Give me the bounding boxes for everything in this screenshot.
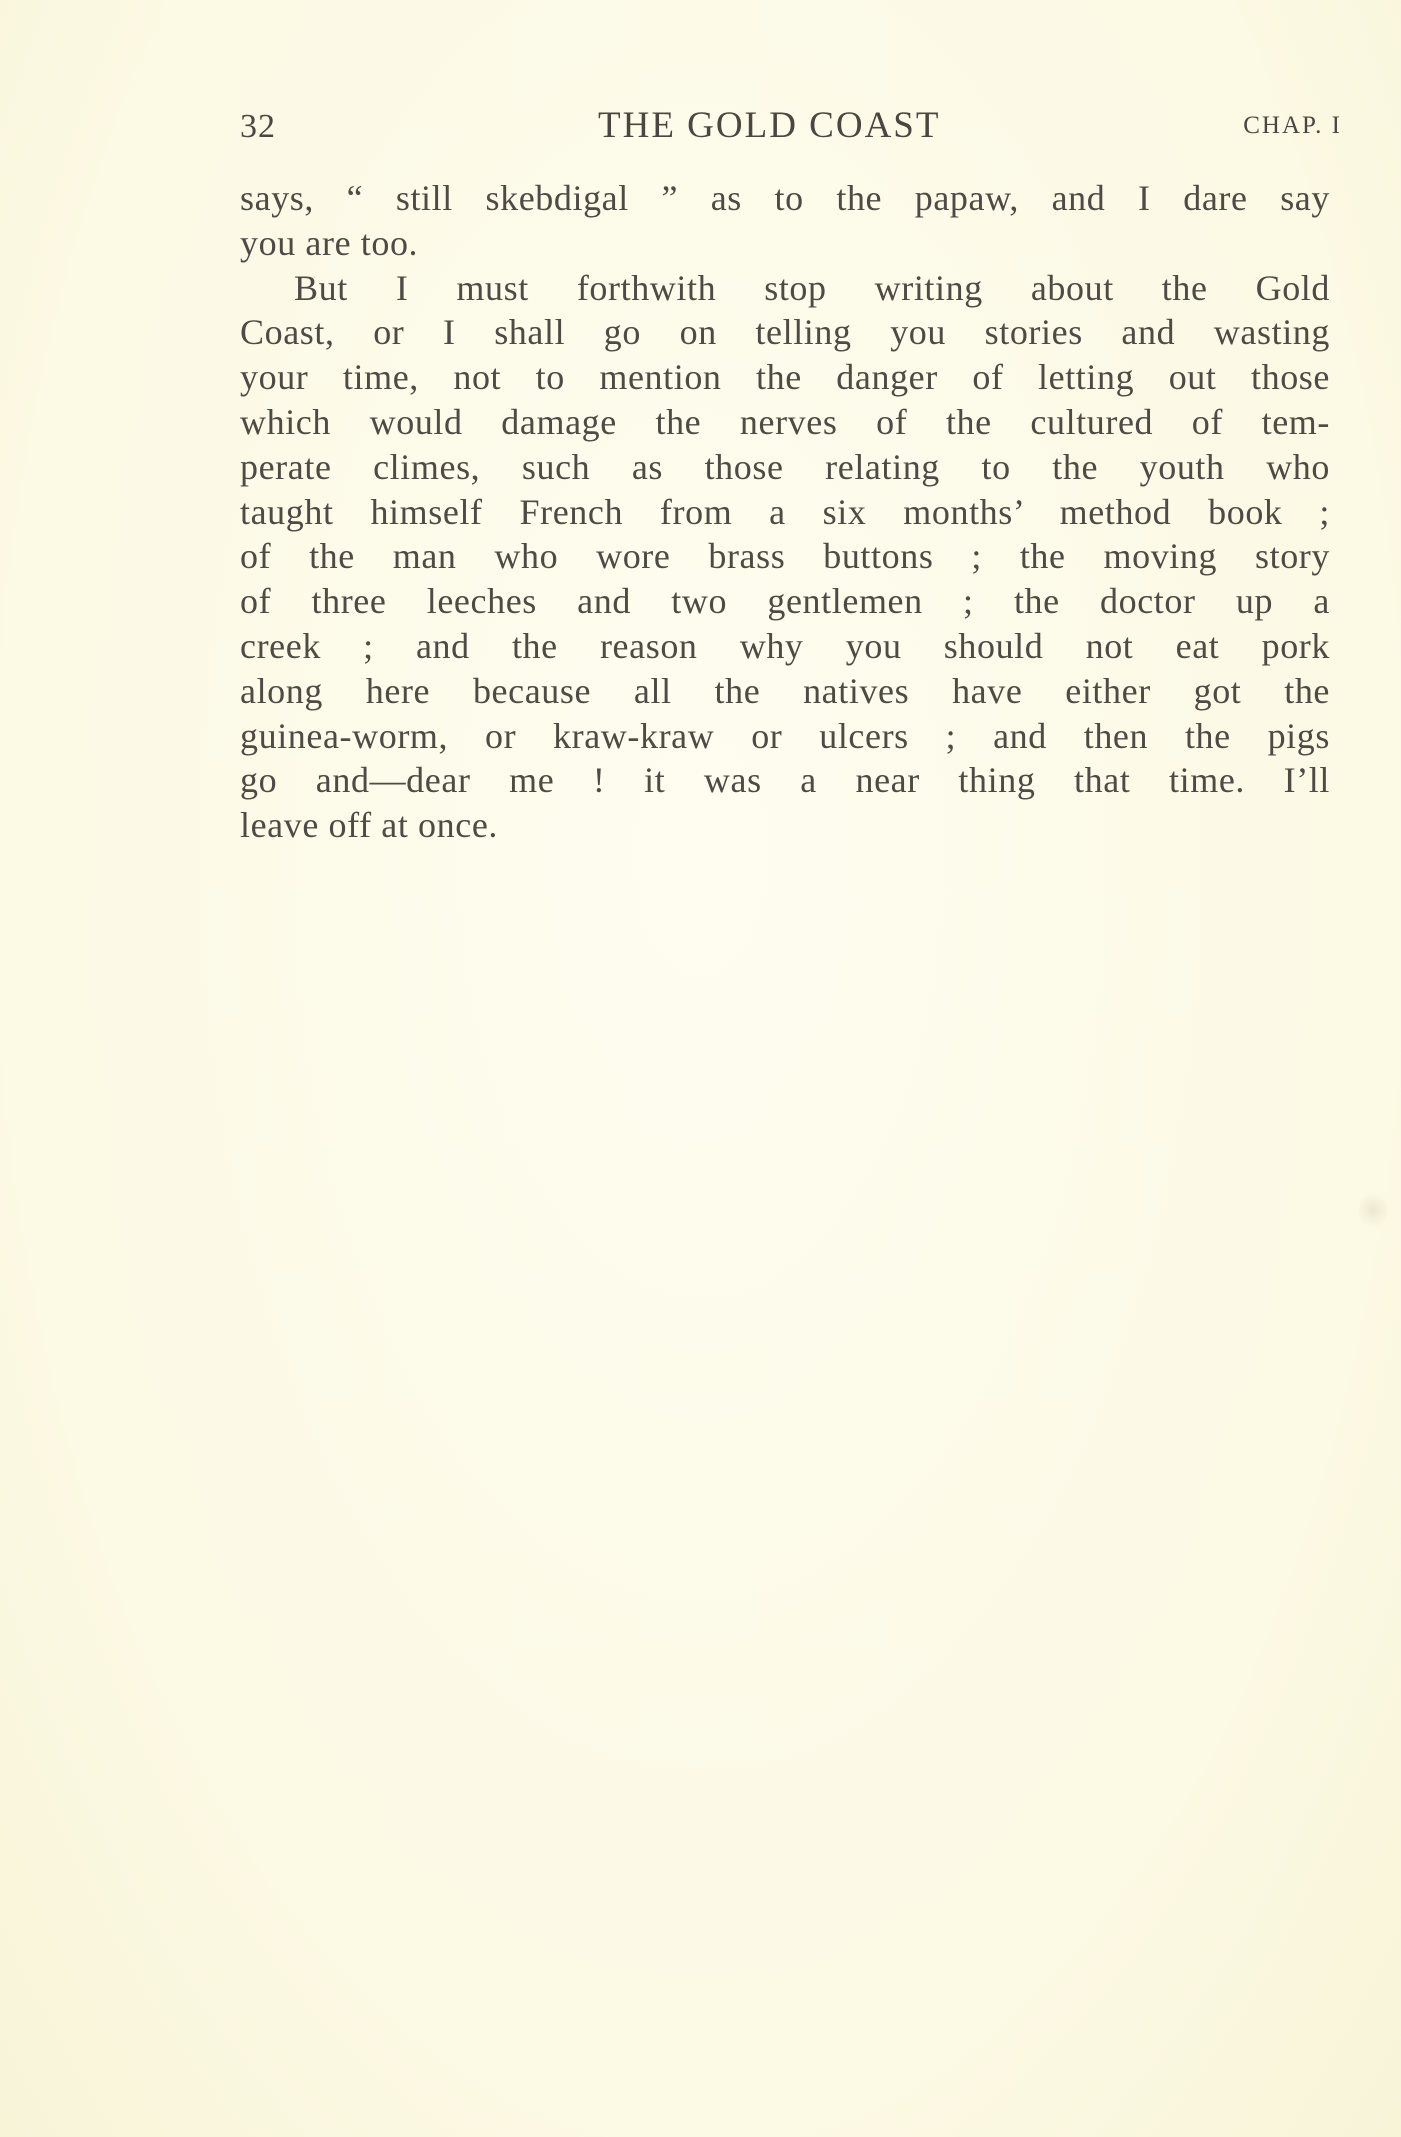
paper-stain bbox=[1359, 1190, 1387, 1230]
text-line: guinea-worm, or kraw-kraw or ulcers ; and then the pigs bbox=[240, 715, 1330, 756]
text-line: perate climes, such as those relating to the youth who bbox=[240, 446, 1330, 487]
text-line: Coast, or I shall go on telling you stories and wasting bbox=[240, 312, 1330, 353]
text-line: taught himself French from a six months’ method book ; bbox=[240, 491, 1330, 532]
text-line: of three leeches and two gentlemen ; the doctor up a bbox=[240, 581, 1330, 622]
text-line: creek ; and the reason why you should not eat pork bbox=[240, 625, 1330, 666]
text-line: you are too. bbox=[240, 222, 419, 263]
page-header bbox=[240, 104, 1342, 154]
text-line: go and—dear me ! it was a near thing that time. I’ll bbox=[240, 760, 1330, 801]
body-text bbox=[240, 176, 1330, 848]
page-number: 32 bbox=[240, 108, 276, 145]
running-title: THE GOLD COAST bbox=[598, 105, 941, 146]
text-line: which would damage the nerves of the cultured of tem- bbox=[240, 401, 1330, 442]
text-line: leave off at once. bbox=[240, 805, 499, 846]
text-line: But I must forthwith stop writing about the Gold bbox=[294, 267, 1330, 308]
chapter-label: CHAP. I bbox=[1243, 112, 1342, 139]
text-line: your time, not to mention the danger of letting out those bbox=[240, 357, 1330, 398]
text-line: of the man who wore brass buttons ; the moving story bbox=[240, 536, 1330, 577]
text-line: says, “ still skebdigal ” as to the papaw, and I dare say bbox=[240, 178, 1330, 218]
text-line: along here because all the natives have either got the bbox=[240, 670, 1330, 711]
